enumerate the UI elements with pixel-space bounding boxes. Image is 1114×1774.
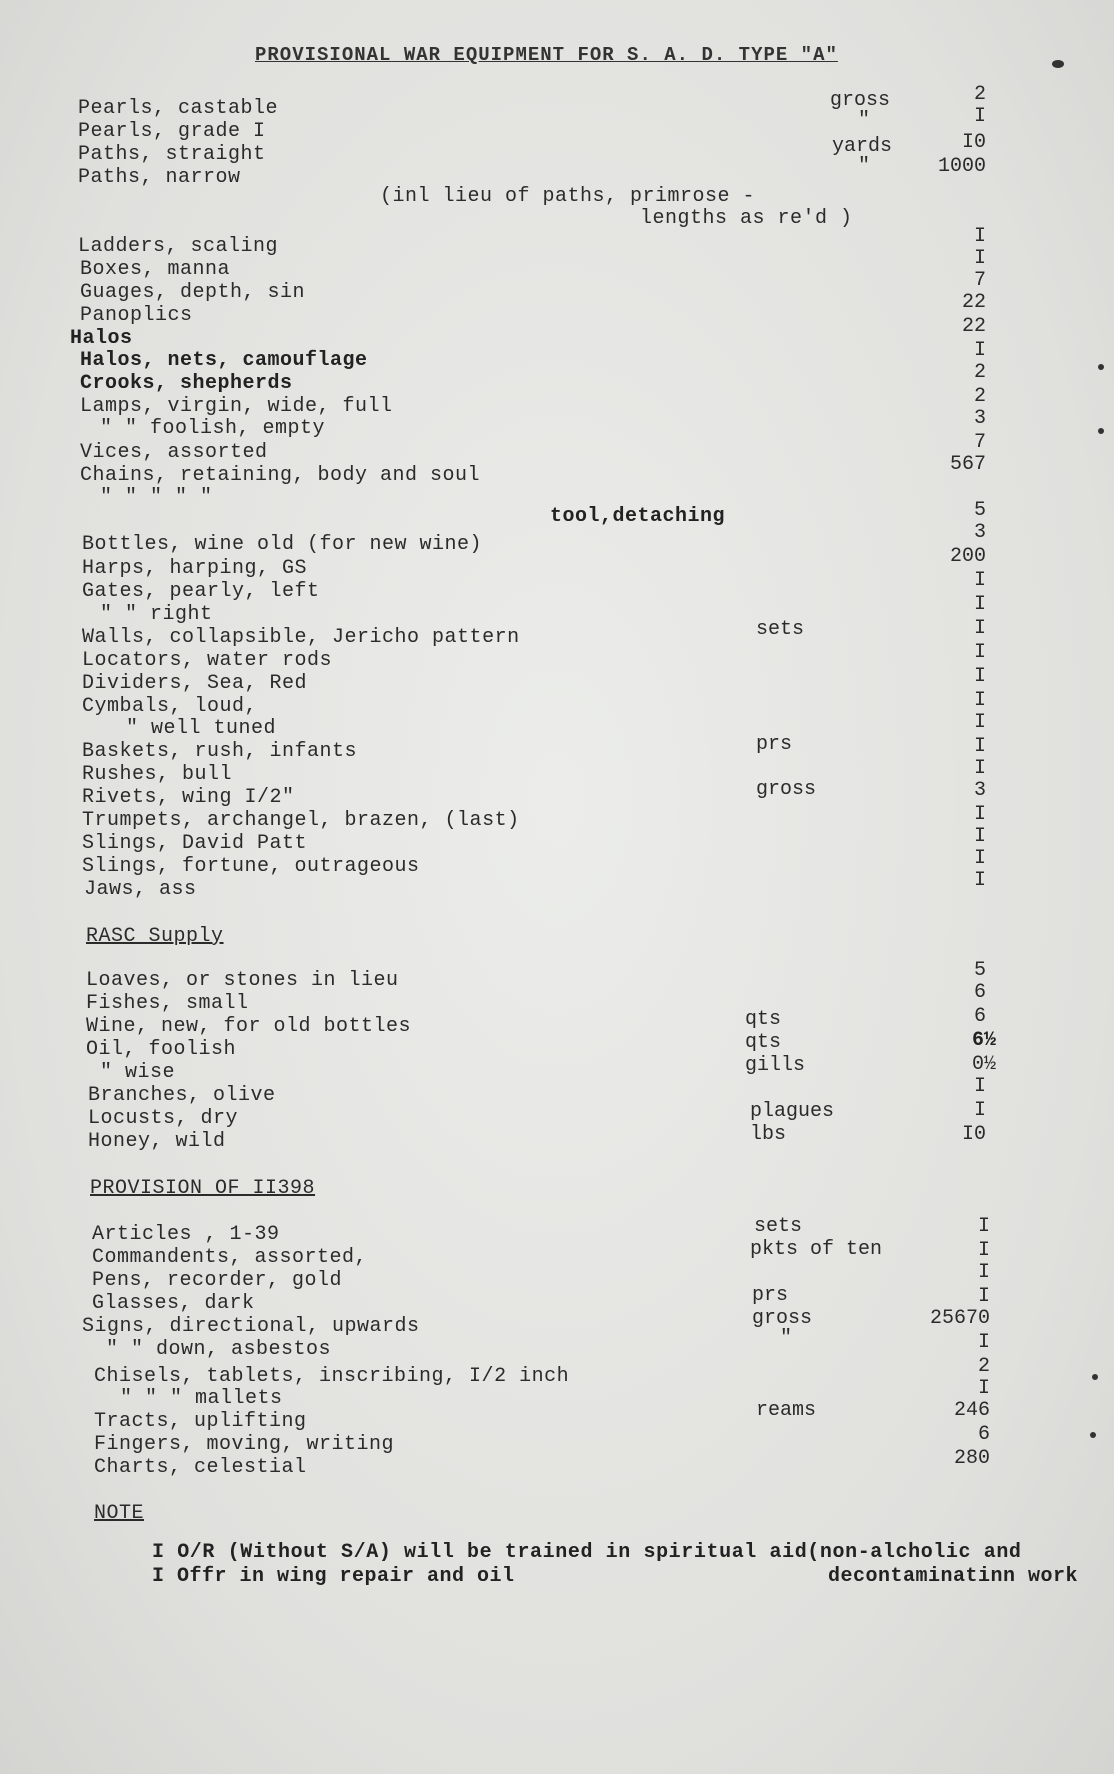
quantity: 280: [953, 1447, 990, 1470]
quantity: 0½: [971, 1053, 996, 1076]
quantity: I: [973, 593, 986, 616]
quantity: 3: [973, 407, 986, 430]
quantity: 6½: [971, 1029, 996, 1052]
item-line: Jaws, ass: [84, 878, 197, 901]
unit-label: ": [858, 155, 871, 178]
quantity: I: [973, 1075, 986, 1098]
item-line: Tracts, uplifting: [94, 1410, 307, 1433]
item-line: Wine, new, for old bottles: [86, 1015, 412, 1038]
item-line: Vices, assorted: [80, 441, 268, 464]
item-line: Ladders, scaling: [78, 235, 279, 258]
item-line: " " down, asbestos: [106, 1338, 332, 1361]
item-line: Baskets, rush, infants: [82, 740, 358, 763]
quantity: I: [977, 1261, 990, 1284]
item-line: " wise: [100, 1061, 176, 1084]
item-line: Articles , 1-39: [92, 1223, 280, 1246]
quantity: 5: [973, 959, 986, 982]
item-line: Oil, foolish: [86, 1038, 237, 1061]
quantity: I: [973, 689, 986, 712]
unit-label: reams: [756, 1399, 817, 1422]
quantity: 3: [973, 779, 986, 802]
note-heading: NOTE: [94, 1502, 145, 1525]
quantity-column: [880, 0, 1000, 1500]
quantity: I: [977, 1239, 990, 1262]
quantity: I: [973, 803, 986, 826]
unit-label: gross: [756, 778, 817, 801]
unit-label: qts: [745, 1008, 782, 1031]
quantity: 567: [949, 453, 986, 476]
ink-speck: [1092, 1374, 1098, 1380]
quantity: I: [973, 1099, 986, 1122]
item-line: Halos, nets, camouflage: [80, 349, 368, 372]
quantity: I: [973, 869, 986, 892]
quantity: 2: [973, 385, 986, 408]
unit-label: sets: [754, 1215, 803, 1238]
quantity: I0: [961, 131, 986, 154]
quantity: I: [973, 225, 986, 248]
ink-speck: [1090, 1432, 1096, 1438]
quantity: 25670: [929, 1307, 990, 1330]
quantity: I: [973, 641, 986, 664]
item-line: (inl lieu of paths, primrose -: [380, 185, 756, 208]
item-line: Commandents, assorted,: [92, 1246, 368, 1269]
unit-label: yards: [832, 135, 893, 158]
quantity: I: [973, 757, 986, 780]
quantity: I: [977, 1331, 990, 1354]
item-line: Bottles, wine old (for new wine): [82, 533, 483, 556]
unit-label: ": [780, 1327, 793, 1350]
quantity: I: [977, 1377, 990, 1400]
item-line: " " " " ": [100, 486, 213, 509]
document-title: PROVISIONAL WAR EQUIPMENT FOR S. A. D. TYPE "A": [255, 44, 838, 66]
item-line: " " foolish, empty: [100, 417, 326, 440]
item-line: Glasses, dark: [92, 1292, 255, 1315]
item-line: Panoplics: [80, 304, 193, 327]
note-line: decontaminatinn work: [828, 1565, 1079, 1588]
item-line: Chisels, tablets, inscribing, I/2 inch: [94, 1365, 570, 1388]
unit-label: lbs: [750, 1123, 787, 1146]
quantity: I: [973, 617, 986, 640]
quantity: I: [973, 847, 986, 870]
ink-blot: [1052, 60, 1064, 68]
quantity: I: [973, 569, 986, 592]
item-line: Crooks, shepherds: [80, 372, 293, 395]
quantity: 246: [953, 1399, 990, 1422]
unit-label: gross: [830, 89, 891, 112]
item-line: Pearls, grade I: [78, 120, 266, 143]
item-line: Cymbals, loud,: [82, 695, 258, 718]
quantity: 6: [973, 981, 986, 1004]
quantity: 2: [973, 361, 986, 384]
item-line: Slings, David Patt: [82, 832, 308, 855]
unit-label: gross: [752, 1307, 813, 1330]
unit-label: gills: [745, 1054, 806, 1077]
section-heading-rasc: RASC Supply: [86, 925, 224, 948]
quantity: I: [973, 105, 986, 128]
item-line: Harps, harping, GS: [82, 557, 308, 580]
item-line: tool,detaching: [550, 505, 726, 528]
quantity: I: [973, 735, 986, 758]
unit-label: plagues: [750, 1100, 835, 1123]
quantity: 3: [973, 521, 986, 544]
unit-label: pkts of ten: [750, 1238, 883, 1261]
item-line: Dividers, Sea, Red: [82, 672, 308, 695]
item-line: Trumpets, archangel, brazen, (last): [82, 809, 520, 832]
item-line: Pens, recorder, gold: [92, 1269, 343, 1292]
item-line: Signs, directional, upwards: [82, 1315, 420, 1338]
item-line: Charts, celestial: [94, 1456, 307, 1479]
item-line: Slings, fortune, outrageous: [82, 855, 420, 878]
section-heading-provision: PROVISION OF II398: [90, 1177, 316, 1200]
item-line: " " right: [100, 603, 213, 626]
item-line: " " " mallets: [120, 1387, 283, 1410]
quantity: 22: [961, 315, 986, 338]
item-line: Branches, olive: [88, 1084, 276, 1107]
quantity: 6: [977, 1423, 990, 1446]
quantity: I: [973, 247, 986, 270]
item-line: Locators, water rods: [82, 649, 333, 672]
quantity: 2: [977, 1355, 990, 1378]
ink-speck: [1098, 364, 1104, 370]
unit-label: prs: [756, 733, 793, 756]
item-line: Halos: [70, 327, 133, 350]
item-line: Honey, wild: [88, 1130, 226, 1153]
item-line: Loaves, or stones in lieu: [86, 969, 399, 992]
item-line: Rivets, wing I/2": [82, 786, 295, 809]
unit-label: sets: [756, 618, 805, 641]
item-line: lengths as re'd ): [640, 207, 853, 230]
quantity: 1000: [937, 155, 986, 178]
ink-speck: [1098, 428, 1104, 434]
quantity: I: [977, 1215, 990, 1238]
item-line: Lamps, virgin, wide, full: [80, 395, 393, 418]
item-line: Guages, depth, sin: [80, 281, 306, 304]
unit-label: qts: [745, 1031, 782, 1054]
unit-label: ": [858, 109, 871, 132]
unit-label: prs: [752, 1284, 789, 1307]
item-line: Paths, straight: [78, 143, 266, 166]
item-line: Fishes, small: [86, 992, 249, 1015]
quantity: 7: [973, 431, 986, 454]
item-line: " well tuned: [126, 717, 277, 740]
quantity: I: [973, 665, 986, 688]
note-line: I O/R (Without S/A) will be trained in spiritual aid(non-alcholic and: [152, 1541, 1022, 1564]
quantity: 22: [961, 291, 986, 314]
quantity: I: [973, 825, 986, 848]
item-line: Rushes, bull: [82, 763, 233, 786]
quantity: I: [973, 339, 986, 362]
quantity: 6: [973, 1005, 986, 1028]
item-line: Chains, retaining, body and soul: [80, 464, 481, 487]
item-line: Paths, narrow: [78, 166, 241, 189]
item-line: Boxes, manna: [80, 258, 231, 281]
item-line: Pearls, castable: [78, 97, 279, 120]
item-line: Gates, pearly, left: [82, 580, 320, 603]
quantity: I0: [961, 1123, 986, 1146]
note-line: I Offr in wing repair and oil: [152, 1565, 515, 1588]
quantity: 7: [973, 269, 986, 292]
quantity: I: [977, 1285, 990, 1308]
quantity: 200: [949, 545, 986, 568]
item-line: Walls, collapsible, Jericho pattern: [82, 626, 520, 649]
quantity: I: [973, 711, 986, 734]
quantity: 5: [973, 499, 986, 522]
item-line: Fingers, moving, writing: [94, 1433, 395, 1456]
item-line: Locusts, dry: [88, 1107, 239, 1130]
quantity: 2: [973, 83, 986, 106]
